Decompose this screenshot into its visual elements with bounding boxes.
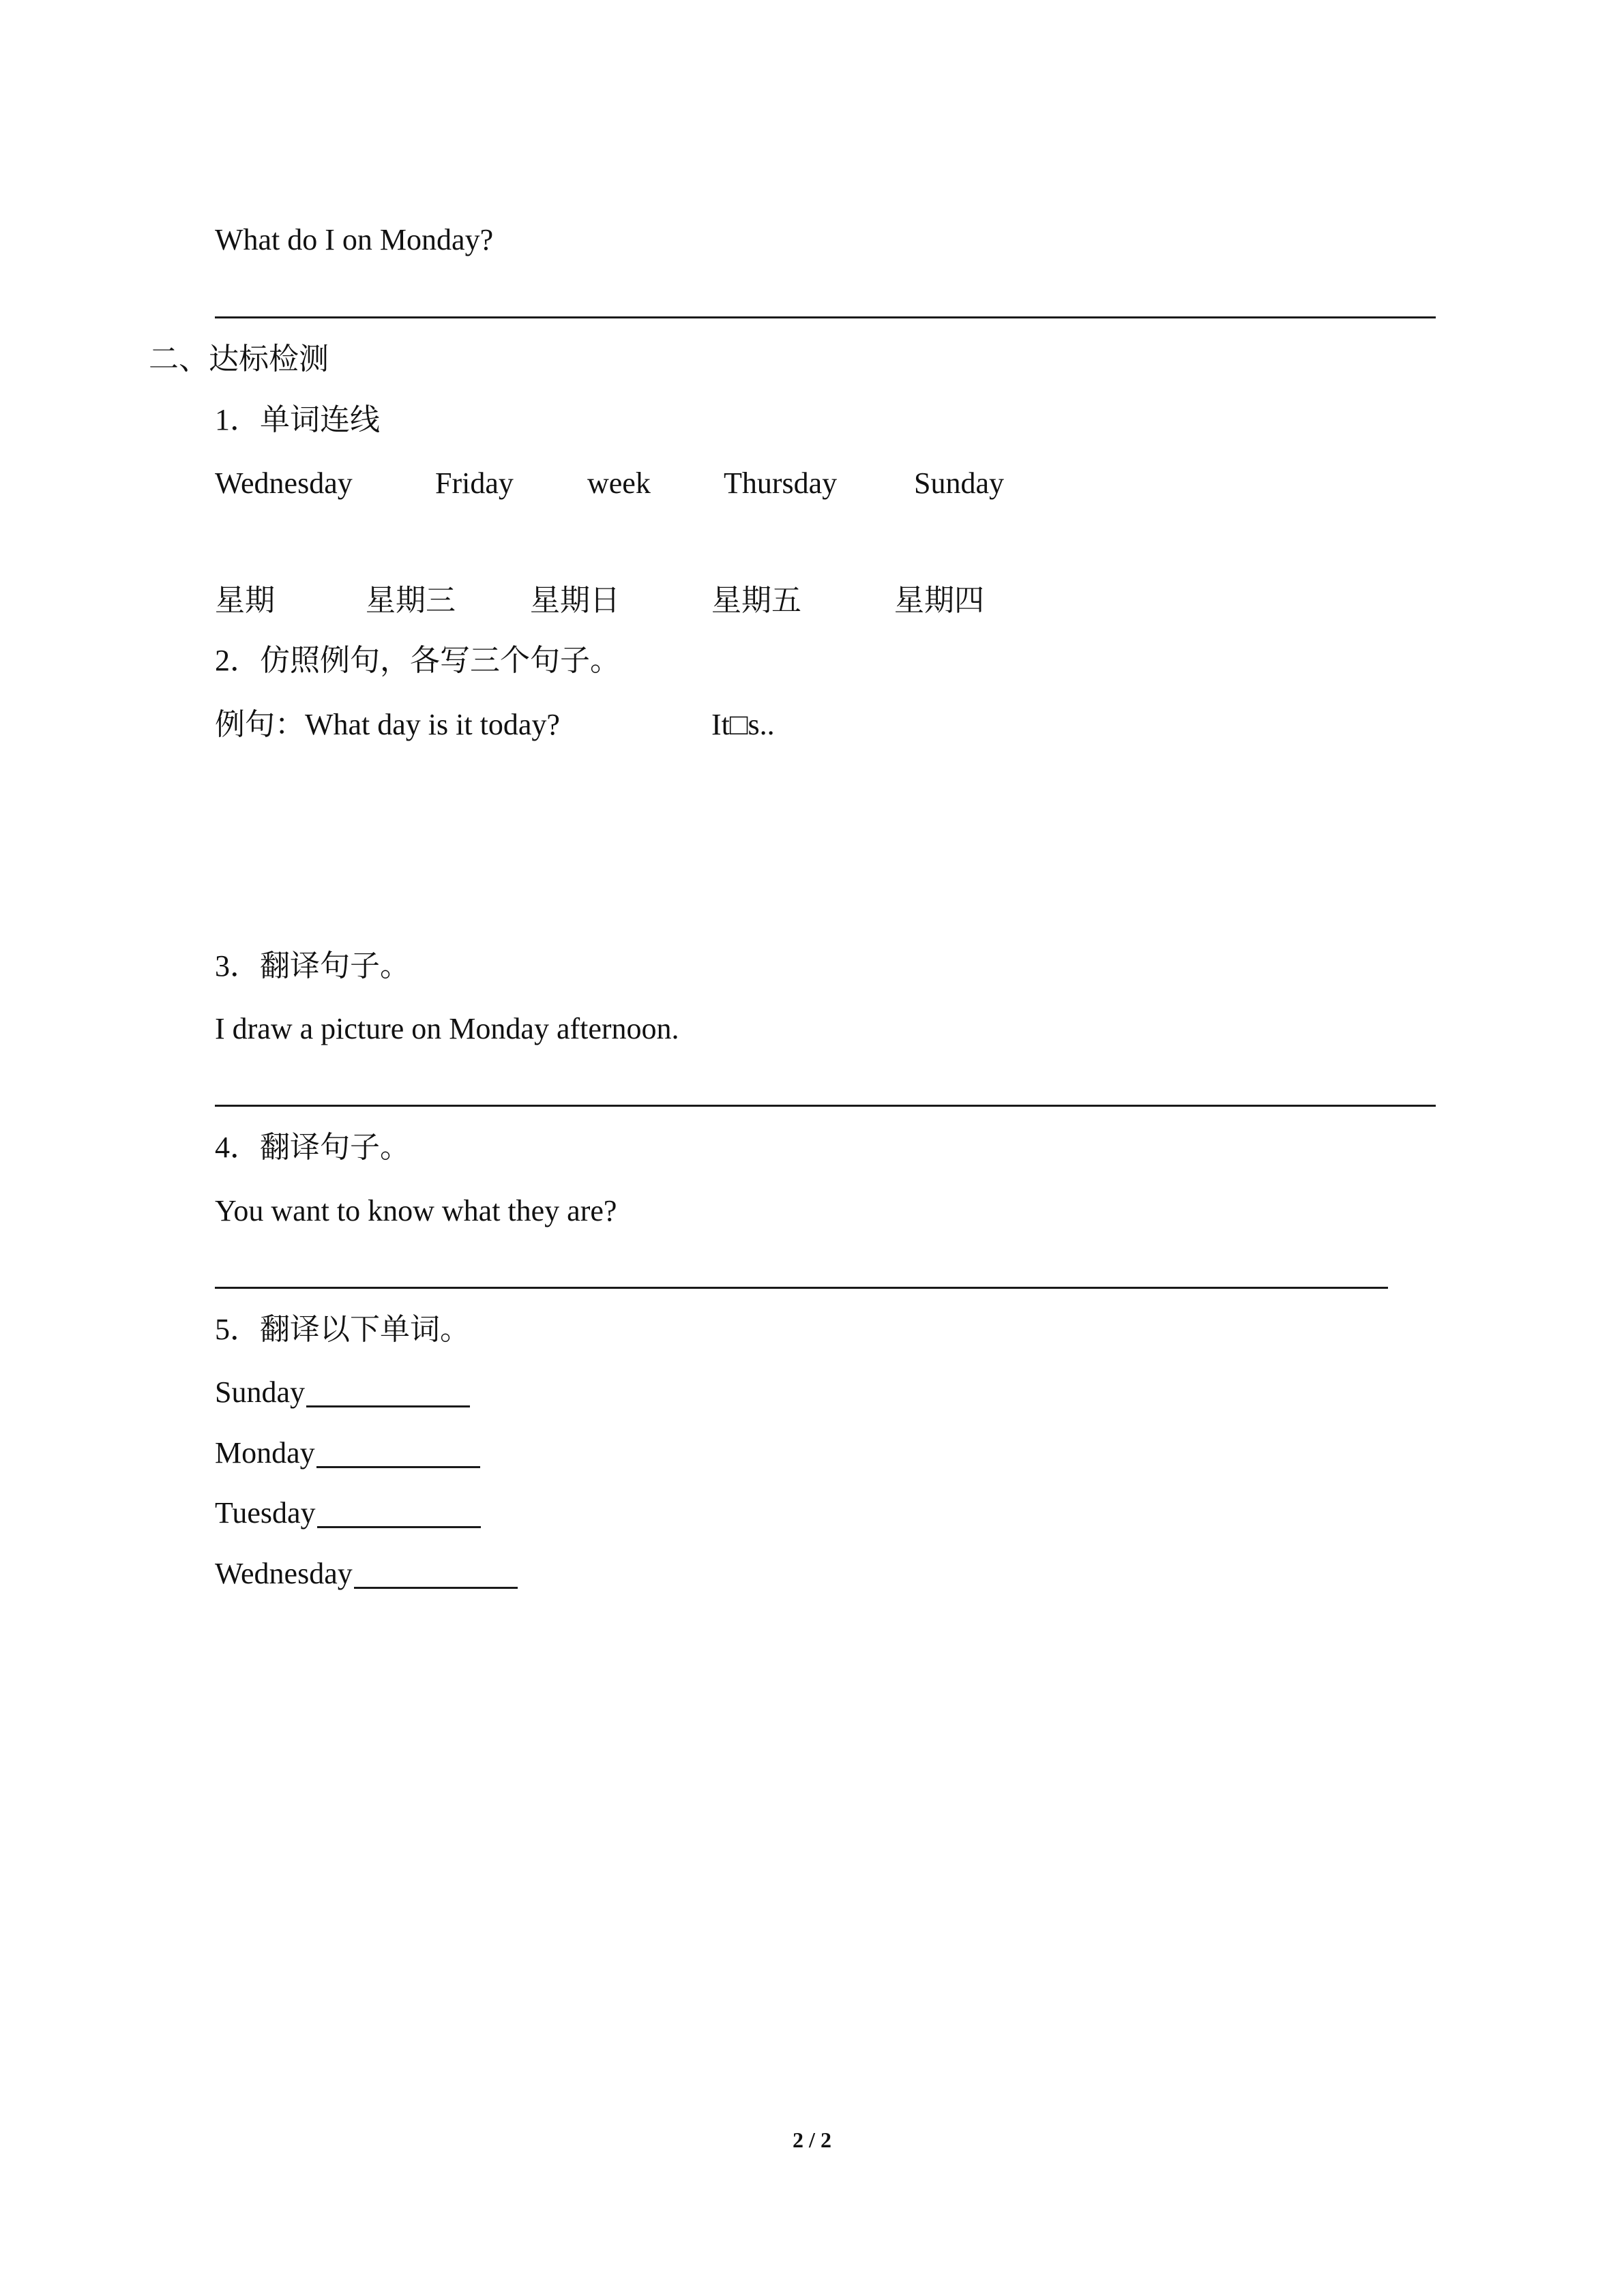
task4-label: 4．翻译句子。: [215, 1131, 410, 1164]
english-word: Sunday: [914, 466, 1004, 500]
answer-line-task3: [215, 1105, 1436, 1107]
vocab-item: [215, 1377, 470, 1407]
answer-line-task4: [215, 1287, 1388, 1289]
english-word: Thursday: [724, 466, 838, 500]
chinese-word: 星期四: [894, 584, 984, 617]
english-word: Wednesday: [215, 466, 353, 500]
task5-label: 5．翻译以下单词。: [215, 1313, 470, 1346]
task3-label: 3．翻译句子。: [215, 949, 410, 983]
example-sentence: 例句：What day is it today?: [215, 708, 560, 741]
example-answer: It□s..: [711, 708, 775, 741]
chinese-word: 星期五: [711, 584, 801, 617]
task1-label: 1．单词连线: [215, 403, 380, 436]
section-heading: 二、达标检测: [149, 342, 329, 376]
vocab-blank[interactable]: [354, 1560, 518, 1589]
vocab-blank[interactable]: [317, 1499, 481, 1528]
page-number: 2 / 2: [793, 2128, 831, 2152]
vocab-blank[interactable]: [316, 1439, 480, 1468]
vocab-word: Monday: [215, 1436, 315, 1470]
english-word: Friday: [435, 466, 514, 500]
chinese-word: 星期日: [530, 584, 620, 617]
chinese-word: 星期: [215, 584, 275, 617]
answer-line-intro: [215, 316, 1436, 318]
vocab-word: Tuesday: [215, 1496, 316, 1530]
task4-sentence: You want to know what they are?: [215, 1194, 617, 1227]
vocab-item: [215, 1438, 480, 1468]
vocab-word: Wednesday: [215, 1557, 353, 1590]
chinese-word: 星期三: [366, 584, 456, 617]
vocab-item: [215, 1559, 518, 1589]
english-word: week: [587, 466, 651, 500]
task3-sentence: I draw a picture on Monday afternoon.: [215, 1012, 679, 1045]
vocab-item: [215, 1498, 481, 1528]
vocab-word: Sunday: [215, 1375, 305, 1409]
task2-label: 2．仿照例句，各写三个句子。: [215, 644, 620, 677]
intro-question: What do I on Monday?: [215, 223, 494, 256]
vocab-blank[interactable]: [306, 1378, 470, 1407]
